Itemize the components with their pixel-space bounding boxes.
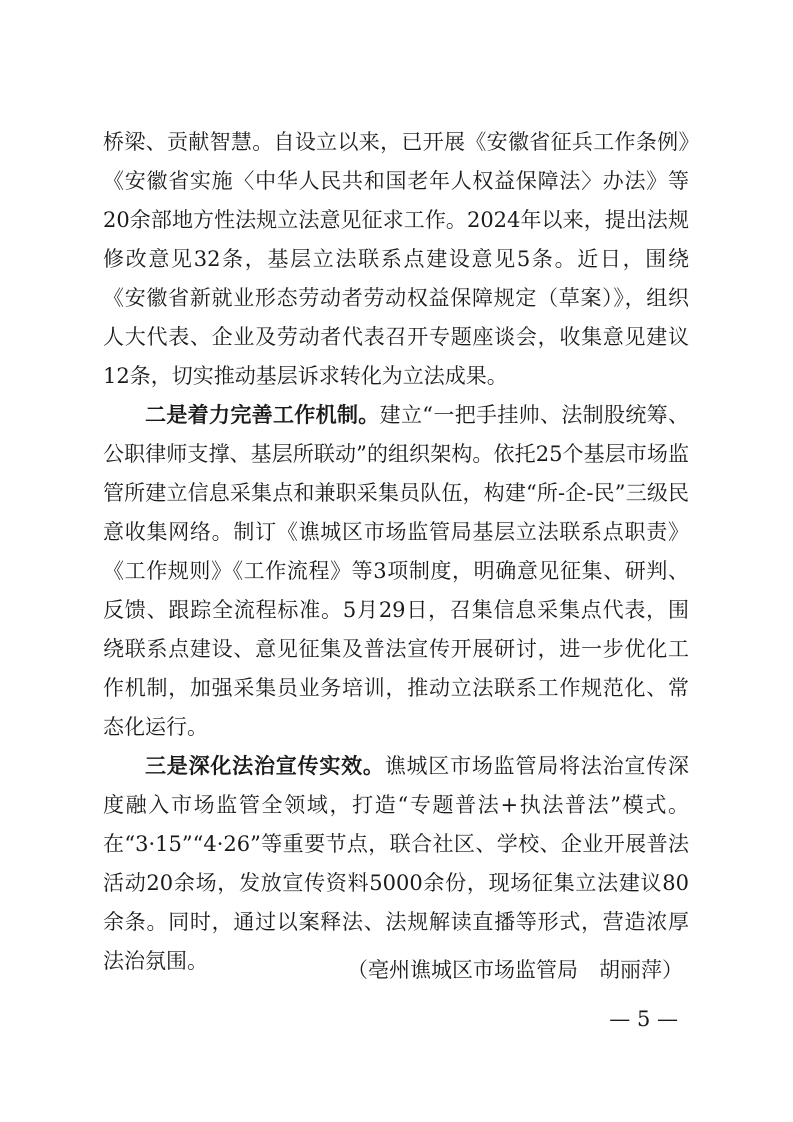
paragraph-2-text: 建立“一把手挂帅、法制股统筹、公职律师支撑、基层所联动”的组织架构。依托25个基层市场监管所建立信息采集点和兼职采集员队伍，构建“所-企-民”三级民意收集网络。制订《谯城区市场监管局基层立法联系点职责》《工作规则》《工作流程》等3项制度，明确意见征集、研判、反馈、跟踪全流程标准。5月29日，召集信息采集点代表，围绕联系点建设、意见征集及普法宣传开展研讨，进一步优化工作机制，加强采集员业务培训，推动立法联系工作规范化、常态化运行。 bbox=[103, 403, 689, 739]
page-number: — 5 — bbox=[609, 1007, 678, 1031]
paragraph-1 bbox=[103, 123, 689, 396]
paragraph-3-text: 谯城区市场监管局将法治宣传深度融入市场监管全领域，打造“专题普法+执法普法”模式。在“3·15”“4·26”等重要节点，联合社区、学校、企业开展普法活动20余场，发放宣传资料5000余份，现场征集立法建议80余条。同时，通过以案释法、法规解读直播等形式，营造浓厚法治氛围。 bbox=[103, 754, 690, 973]
paragraph-1-text: 桥梁、贡献智慧。自设立以来，已开展《安徽省征兵工作条例》《安徽省实施〈中华人民共和国老年人权益保障法〉办法》等20余部地方性法规立法意见征求工作。2024年以来，提出法规修改意见32条，基层立法联系点建设意见5条。近日，围绕《安徽省新就业形态劳动者劳动权益保障规定（草案）》，组织人大代表、企业及劳动者代表召开专题座谈会，收集意见建议12条，切实推动基层诉求转化为立法成果。 bbox=[103, 130, 689, 388]
article-body bbox=[103, 123, 689, 981]
author-signature: （亳州谯城区市场监管局 胡丽萍） bbox=[347, 958, 683, 982]
paragraph-2 bbox=[103, 396, 689, 747]
paragraph-3-heading: 三是深化法治宣传实效。 bbox=[145, 754, 385, 778]
paragraph-2-heading: 二是着力完善工作机制。 bbox=[145, 403, 380, 427]
paragraph-3 bbox=[103, 747, 689, 981]
